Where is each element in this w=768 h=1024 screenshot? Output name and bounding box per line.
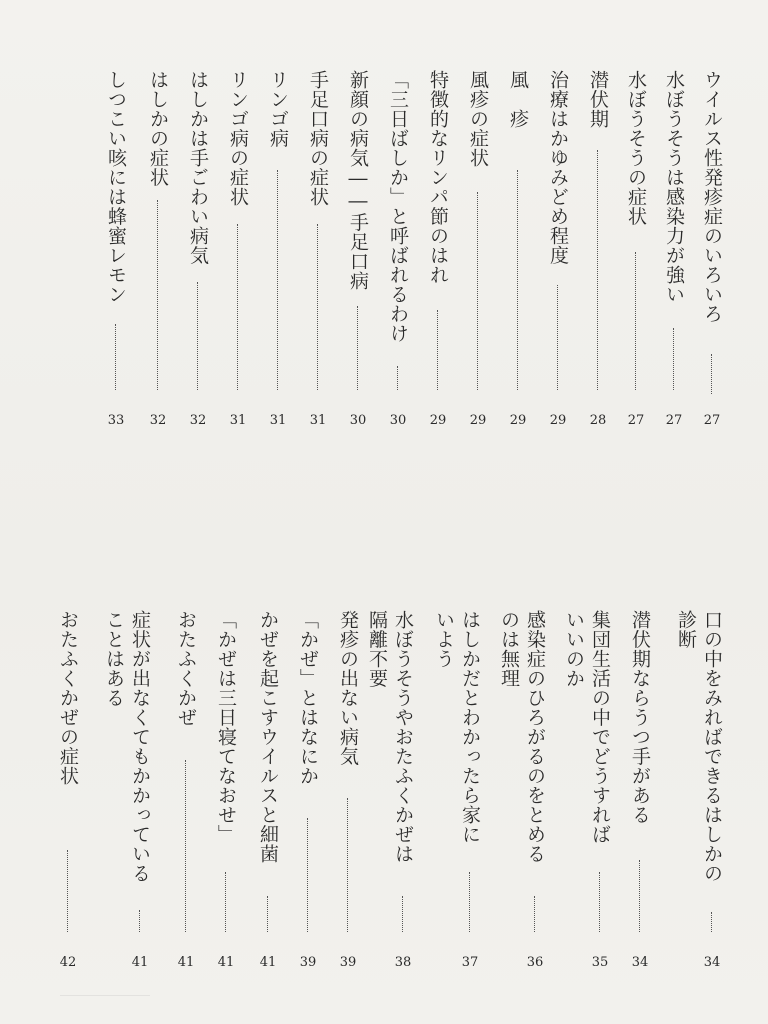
leader-dots bbox=[115, 324, 116, 390]
leader-dots bbox=[711, 912, 712, 932]
leader-dots bbox=[517, 170, 518, 390]
toc-entry-title-line2: いいのか bbox=[563, 610, 585, 688]
toc-entry bbox=[383, 70, 413, 430]
leader-dots bbox=[673, 328, 674, 390]
leader-dots bbox=[317, 224, 318, 390]
toc-entry-title-line1: 水ぼうそうやおたふくかぜは bbox=[392, 610, 414, 864]
toc-entry bbox=[343, 70, 373, 430]
toc-entry-title: 発疹の出ない病気 bbox=[337, 610, 359, 766]
toc-page-number: 41 bbox=[217, 955, 235, 970]
toc-entry bbox=[303, 70, 333, 430]
leader-dots bbox=[599, 872, 600, 932]
toc-entry bbox=[183, 70, 213, 430]
leader-dots bbox=[534, 896, 535, 932]
leader-dots bbox=[635, 252, 636, 390]
toc-page-number: 39 bbox=[299, 955, 317, 970]
toc-page-number: 29 bbox=[509, 413, 527, 428]
toc-page-number: 31 bbox=[309, 413, 327, 428]
toc-entry-title: 風疹の症状 bbox=[467, 70, 489, 168]
leader-dots bbox=[185, 760, 186, 932]
toc-entry-title: リンゴ病の症状 bbox=[227, 70, 249, 207]
toc-page-number: 28 bbox=[589, 413, 607, 428]
leader-dots bbox=[139, 910, 140, 932]
leader-dots bbox=[357, 306, 358, 390]
toc-entry bbox=[103, 610, 155, 980]
toc-entry-title: 潜伏期ならうつ手がある bbox=[629, 610, 651, 825]
leader-dots bbox=[307, 818, 308, 932]
toc-entry-title: はしかは手ごわい病気 bbox=[187, 70, 209, 265]
toc-entry bbox=[223, 70, 253, 430]
toc-page-number: 32 bbox=[189, 413, 207, 428]
leader-dots bbox=[225, 872, 226, 932]
leader-dots bbox=[639, 860, 640, 932]
toc-entry-title: 治療はかゆみどめ程度 bbox=[547, 70, 569, 265]
toc-entry-title: 手足口病の症状 bbox=[307, 70, 329, 207]
toc-entry-title: 「かぜ」とはなにか bbox=[297, 610, 319, 786]
toc-entry bbox=[675, 610, 727, 980]
toc-entry-title: 水ぼうそうは感染力が強い bbox=[663, 70, 685, 304]
leader-dots bbox=[197, 282, 198, 390]
toc-entry-title: はしかの症状 bbox=[147, 70, 169, 187]
toc-entry bbox=[563, 610, 615, 980]
toc-entry bbox=[543, 70, 573, 430]
toc-page-number: 29 bbox=[469, 413, 487, 428]
toc-entry bbox=[697, 70, 727, 430]
toc-entry-title: 新顔の病気――手足口病 bbox=[347, 70, 369, 291]
toc-entry-title-line2: 診断 bbox=[675, 610, 697, 649]
toc-page-number: 34 bbox=[703, 955, 721, 970]
toc-entry bbox=[366, 610, 418, 980]
toc-entry-title-line1: 口の中をみればできるはしかの bbox=[701, 610, 723, 883]
toc-entry bbox=[333, 610, 363, 980]
toc-entry bbox=[171, 610, 201, 980]
leader-dots bbox=[67, 850, 68, 932]
toc-entry-title: しつこい咳には蜂蜜レモン bbox=[105, 70, 127, 304]
toc-entry bbox=[583, 70, 613, 430]
toc-page-number: 27 bbox=[703, 413, 721, 428]
toc-page-number: 32 bbox=[149, 413, 167, 428]
toc-entry bbox=[263, 70, 293, 430]
toc-page-number: 37 bbox=[461, 955, 479, 970]
toc-entry-title-line1: 感染症のひろがるのをとめる bbox=[524, 610, 546, 864]
toc-entry-title-line2: 隔離不要 bbox=[366, 610, 388, 688]
toc-page-number: 29 bbox=[549, 413, 567, 428]
toc-page-number: 29 bbox=[429, 413, 447, 428]
leader-dots bbox=[711, 354, 712, 394]
toc-page-number: 31 bbox=[269, 413, 287, 428]
toc-entry-title: リンゴ病 bbox=[267, 70, 289, 148]
toc-entry-title: 特徴的なリンパ節のはれ bbox=[427, 70, 449, 285]
toc-page-number: 41 bbox=[131, 955, 149, 970]
leader-dots bbox=[557, 285, 558, 390]
toc-entry bbox=[101, 70, 131, 430]
toc-entry bbox=[143, 70, 173, 430]
toc-entry bbox=[293, 610, 323, 980]
toc-entry-title: 潜伏期 bbox=[587, 70, 609, 129]
toc-entry-title: 「かぜは三日寝てなおせ」 bbox=[215, 610, 237, 844]
toc-entry bbox=[625, 610, 655, 980]
toc-page-number: 27 bbox=[627, 413, 645, 428]
toc-entry bbox=[253, 610, 283, 980]
toc-entry-title: かぜを起こすウイルスと細菌 bbox=[257, 610, 279, 864]
toc-entry-title-line1: 症状が出なくてもかかっている bbox=[129, 610, 151, 883]
leader-dots bbox=[597, 150, 598, 390]
toc-entry-title: 風 疹 bbox=[507, 70, 529, 129]
toc-entry-title: 水ぼうそうの症状 bbox=[625, 70, 647, 226]
leader-dots bbox=[347, 798, 348, 932]
toc-page-number: 38 bbox=[394, 955, 412, 970]
toc-entry bbox=[503, 70, 533, 430]
toc-entry-title: ウイルス性発疹症のいろいろ bbox=[701, 70, 723, 324]
toc-entry bbox=[659, 70, 689, 430]
toc-entry bbox=[498, 610, 550, 980]
toc-page-number: 35 bbox=[591, 955, 609, 970]
leader-dots bbox=[402, 896, 403, 932]
toc-entry bbox=[433, 610, 485, 980]
toc-entry bbox=[621, 70, 651, 430]
toc-entry bbox=[211, 610, 241, 980]
toc-entry bbox=[463, 70, 493, 430]
toc-page-number: 39 bbox=[339, 955, 357, 970]
toc-page-number: 33 bbox=[107, 413, 125, 428]
leader-dots bbox=[397, 366, 398, 390]
toc-page-number: 41 bbox=[177, 955, 195, 970]
toc-page-number: 27 bbox=[665, 413, 683, 428]
leader-dots bbox=[437, 310, 438, 390]
toc-page-number: 36 bbox=[526, 955, 544, 970]
toc-entry-title-line1: はしかだとわかったら家に bbox=[459, 610, 481, 844]
toc-page-number: 42 bbox=[59, 955, 77, 970]
toc-entry-title: 「三日ばしか」と呼ばれるわけ bbox=[387, 70, 409, 343]
toc-page-number: 30 bbox=[349, 413, 367, 428]
toc-page-number: 30 bbox=[389, 413, 407, 428]
toc-entry-title-line2: のは無理 bbox=[498, 610, 520, 688]
toc-entry-title: おたふくかぜの症状 bbox=[57, 610, 79, 786]
toc-entry-title: おたふくかぜ bbox=[175, 610, 197, 727]
leader-dots bbox=[277, 170, 278, 390]
leader-dots bbox=[267, 896, 268, 932]
leader-dots bbox=[237, 224, 238, 390]
toc-page-number: 34 bbox=[631, 955, 649, 970]
toc-entry-title-line2: いよう bbox=[433, 610, 455, 669]
toc-entry-title-line2: ことはある bbox=[103, 610, 125, 708]
toc-entry-title-line1: 集団生活の中でどうすれば bbox=[589, 610, 611, 844]
paper-crease bbox=[60, 995, 150, 996]
toc-page-number: 41 bbox=[259, 955, 277, 970]
leader-dots bbox=[477, 192, 478, 390]
leader-dots bbox=[157, 200, 158, 390]
toc-page-number: 31 bbox=[229, 413, 247, 428]
leader-dots bbox=[469, 872, 470, 932]
toc-entry bbox=[423, 70, 453, 430]
toc-entry bbox=[53, 610, 83, 980]
